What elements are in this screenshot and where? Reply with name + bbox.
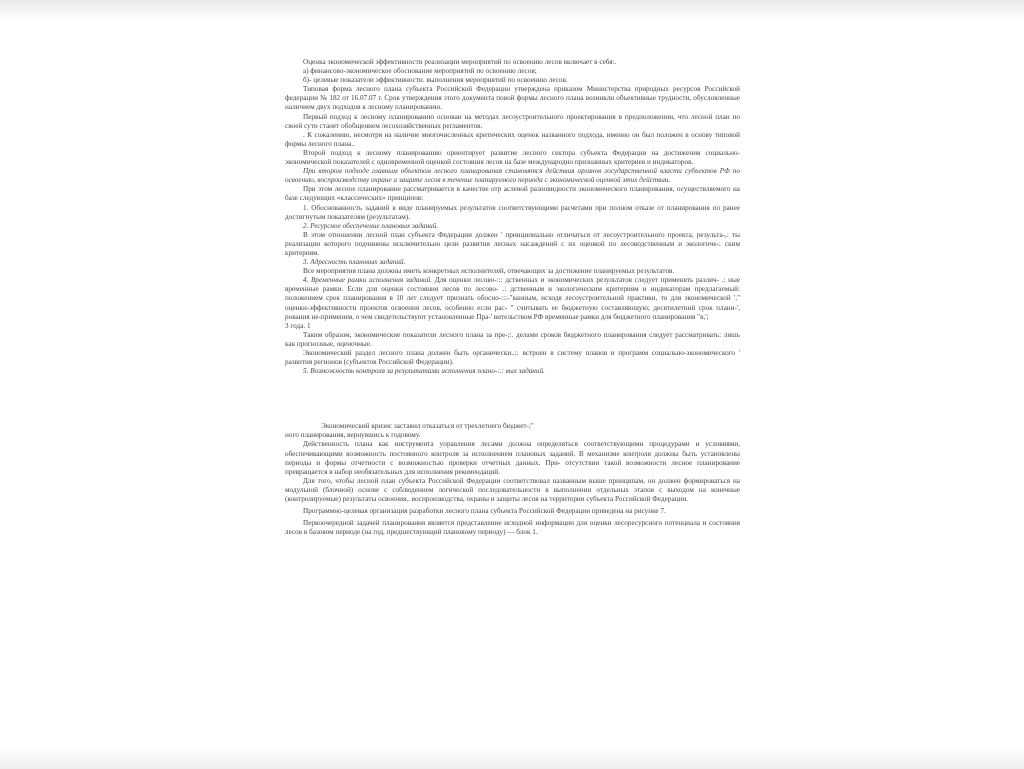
top-shadow xyxy=(0,0,1024,22)
paragraph-first-task: Первоочередной задачей планирования является представление исходной информации для оценки лесоресурсного потенциала и состояния лесов в базовом периоде (на год, предшествующий плановому периоду) — блок 1. xyxy=(285,519,740,537)
paragraph-effectiveness: Действенность плана как инструмента управления лесами должна определяться соответствующими процедурами и условиями, обеспечивающими возможность постоянного контроля за исполнением плановых заданий. В механизме контроля должны быть установлены периоды и формы отчетности с возможностью проверки отчетных данных. При- отсутствии такой возможности лесное планирование превращается в набор необязательных для исполнения рекомендаций. xyxy=(285,440,740,476)
principle-2-text: В этом отношении лесной план субъекта Федерации должен ' принципиально отличаться от лесоустроительного проекта, результа-,: ты реализации которого подчинены исключительно цели развития лесных насаждений с их оценкой по лесоводственным и экологиче-: ским критериям. xyxy=(285,230,740,257)
list-item-a: а) финансово-экономическое обоснование мероприятий по освоению лесов; xyxy=(303,67,537,76)
principle-3: 3. Адресность плановых заданий. xyxy=(303,258,406,267)
document-page xyxy=(285,58,740,723)
section-gap xyxy=(285,376,740,399)
paragraph-second-approach: Второй подход к лесному планированию ориентирует развитие лесного сектора субъекта Федерации на достижения социально-экономической показателей с одновременной оценкой состояния лесов на базе международно признанных критериев и индикаторов. xyxy=(285,148,740,167)
paragraph-principles: При этом лесное планирование рассматривается в качестве отр аслевой разновидности экономического планирования, осуществляемого на базе следующих «классических» принципов: xyxy=(285,185,740,203)
section-gap xyxy=(285,399,740,422)
bottom-shadow xyxy=(0,747,1024,769)
paragraph-thus: Таким образом, экономические показатели лесного плана за пре-;:. делами сроков бюджетного планирования следует рассматривать: лишь как прогнозные, оценочные. xyxy=(285,330,740,348)
principle-3-text: Все мероприятия плана должны иметь конкретных исполнителей, отвечающих за достижение планируемых результатов. xyxy=(303,267,675,276)
principle-4-heading: 4. Временные рамки исполнения заданий. xyxy=(303,276,433,285)
paragraph-first-approach: Первый подход к лесному планированию основан на методах лесоустроительного проектирования в предположении, что лесной план по своей сути станет обобщением лесохозяйственных регламентов. xyxy=(285,112,740,130)
paragraph-modular: Для того, чтобы лесной план субъекта Российской Федерации соответствовал названным выше принципам, он должен формироваться на модульной (блочной) основе с соблюдением логической последовательности в выполнении отдельных этапов с выходом на конечные (контролируемые) результаты освоения,. воспроизводства, охраны и защиты лесов на территории субъекта Российской Федерации. xyxy=(285,476,740,504)
paragraph-economic-section: Экономический раздел лесного плана должен быть органически..;: встроен в систему планов и программ социально-экономического ' развития регионов (субъектов Российской Федерации). xyxy=(285,349,740,367)
principle-1: 1. Обоснованность заданий в виде планируемых результатов соответствующими расчетами при полном отказе от планирования по ранее достигнутым показателям (результатам). xyxy=(285,203,740,221)
paragraph-second-approach-italic: При втором подходе главным объектом лесного планирования становятся действия органов государственной власти субъектов РФ по освоению, воспроизводству охране и защите лесов в течение планируемого периода с экономической оценкой этих действии. xyxy=(285,167,740,185)
principle-5: 5. Возможность контроля за результатами исполнения плано-:.: вых заданий. xyxy=(303,367,545,376)
principle-4 xyxy=(285,276,740,321)
paragraph-program: Программно-целевая организация разработки лесного плана субъекта Российской Федерации приведена на рисунке 7. xyxy=(303,507,666,516)
principle-4-text: Для оценки лесово-::: дственных и экономических результатов следует применять различ- .: ные временные рамки. Если для оценки состояния лесов по лесово- .: дственным и экологическим критериям и индикаторам предлагаемый: положением срок планирования в 10 лет следует признать обосно-:::-"ванным, исходя лесоустроительной практики, то для экономической '," оценки-эффективности проектов освоения лесов, особенно если рас- " считывать ее бюджетную составляющую; десятилетний срок плани-', рования не-применим, о чем свидетельствуют установленные Пра-' вительством РФ временные рамки для бюджетного планирования "в,'; xyxy=(285,276,740,321)
principle-2: 2. Ресурсное обеспечение плановых заданий. xyxy=(303,221,439,230)
principle-4-tail: 3 года. 1 xyxy=(285,321,311,330)
crisis-line-2: ного планирования, вернувшись к годовому. xyxy=(285,431,421,440)
crisis-line-1: Экономический кризис заставил отказаться от трехлетнего бюджет-;" xyxy=(321,422,534,431)
paragraph-plan-form: Типовая форма лесного плана субъекта Российской Федерации утверждена приказом Министерства природных ресурсов Российской федерации № 182 от 16.07.07 г. Срок утверждения этого документа повой формы лесного плана возникли объективные трудности, обусловленные наличием двух подходов к лесному планированию. xyxy=(285,85,740,112)
paragraph-regret: . К сожалению, несмотря на наличие многочисленных критических оценок названного подхода, именно он был положен в основу типовой формы лесного плана.. xyxy=(285,130,740,148)
paragraph-intro: Оценка экономической эффективности реализации мероприятий по освоению лесов включает в себя:. xyxy=(303,58,617,66)
list-item-b: б)- целевые показатели эффективности. выполнения мероприятий по освоению лесов. xyxy=(303,76,568,85)
